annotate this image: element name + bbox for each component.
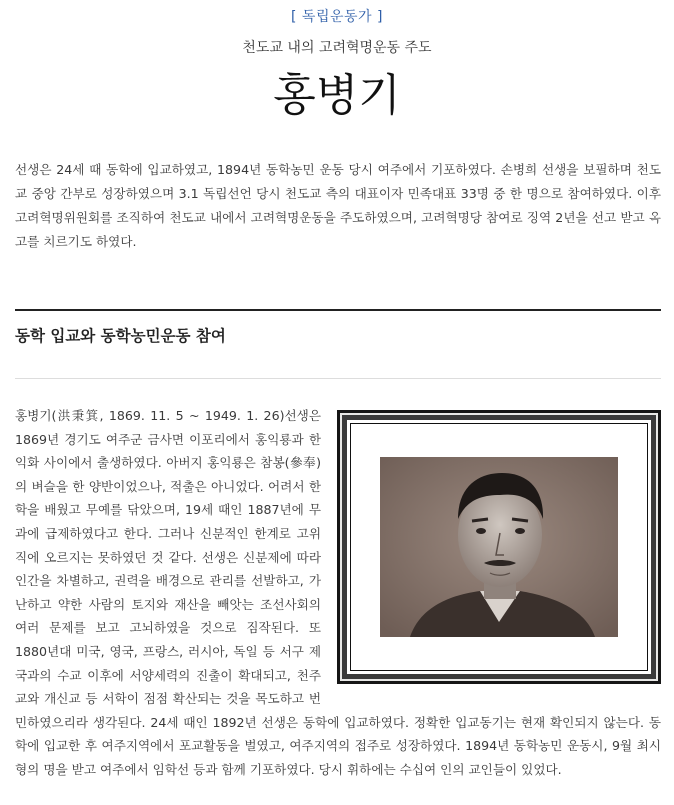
section-divider <box>15 309 661 311</box>
section-body <box>15 404 661 782</box>
intro-paragraph: 선생은 24세 때 동학에 입교하였고, 1894년 동학농민 운동 당시 여주에서 기포하였다. 손병희 선생을 보필하며 천도교 중앙 간부로 성장하였으며 3.1 독립선언 당시 천도교 측의 대표이자 민족대표 33명 중 한 명으로 참여하였다. 이후 고려혁명위원회를 조직하여 천도교 내에서 고려혁명운동을 주도하였으며, 고려혁명당 참여로 징역 2년을 선고 받고 옥고를 치르기도 하였다. <box>15 162 661 249</box>
section-title-underline <box>15 378 661 379</box>
section-body-text: 홍병기(洪秉箕, 1869. 11. 5 ~ 1949. 1. 26)선생은 1869년 경기도 여주군 금사면 이포리에서 홍익룡과 한익화 사이에서 출생하였다. 아버지 홍익룡은 참봉(參奉)의 벼슬을 한 양반이었으나, 적출은 아니었다. 어려서 한학을 배웠고 무예를 닦았으며, 19세 때인 1887년에 무과에 급제하였다고 한다. 그러나 신분적인 한계로 고위직에 오르지는 못하였던 것 같다. 선생은 신분제에 따라 인간을 차별하고, 권력을 배경으로 관리를 선발하고, 가난하고 약한 사람의 토지와 재산을 빼앗는 조선사회의 여러 문제를 보고 고뇌하였을 것으로 짐작된다. 또 1880년대 미국, 영국, 프랑스, 러시아, 독일 등 서구 제국과의 수교 이후에 서양세력의 진출이 확대되고, 천주교와 개신교 등 서학이 점점 확산되는 것을 목도하고 번민하였으리라 생각된다. 24세 때인 1892년 선생은 동학에 입교하였다. 정확한 입교동기는 현재 확인되지 않는다. 동학에 입교한 후 여주지역에서 포교활동을 벌였고, 여주지역의 접주로 성장하였다. 1894년 동학농민 운동시, 9월 최시형의 명을 받고 여주에서 임학선 등과 함께 기포하였다. 당시 휘하에는 수십여 인의 교인들이 있었다. <box>15 408 661 777</box>
portrait-photo <box>380 457 618 637</box>
page-title: 홍병기 <box>273 70 401 121</box>
portrait-frame <box>337 410 661 684</box>
page-subtitle: 천도교 내의 고려혁명운동 주도 <box>242 40 432 56</box>
category-label: [ 독립운동가 ] <box>291 9 383 25</box>
section-title: 동학 입교와 동학농민운동 참여 <box>15 327 226 345</box>
